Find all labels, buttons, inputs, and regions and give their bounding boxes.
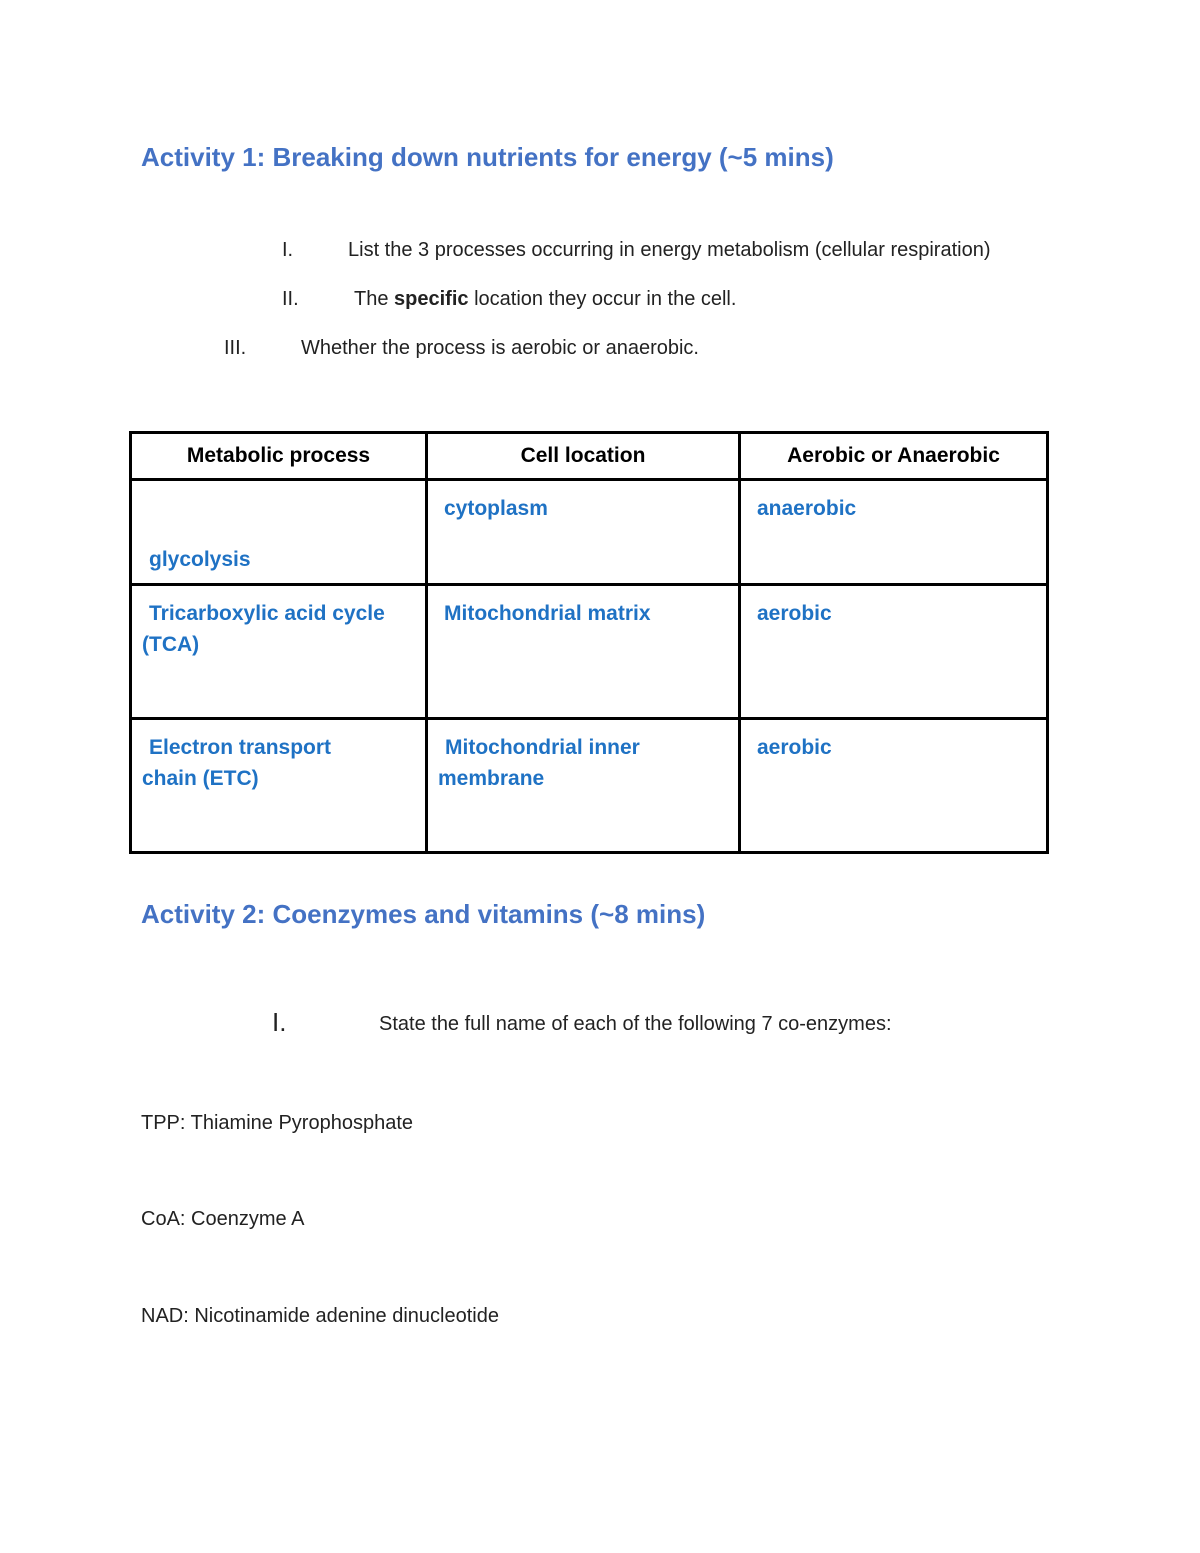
cell-text: glycolysis [149, 548, 251, 571]
table-cell: anaerobic [740, 480, 1048, 585]
list-text-before: The [354, 288, 395, 310]
list-number: III. [224, 337, 247, 359]
coenzyme-answer: CoA: Coenzyme A [141, 1208, 305, 1230]
table-cell: cytoplasm [427, 480, 740, 585]
table-cell: Mitochondrial matrix [427, 585, 740, 719]
list-number: II. [282, 288, 299, 310]
coenzyme-answer: TPP: Thiamine Pyrophosphate [141, 1112, 414, 1134]
header-metabolic-process: Metabolic process [131, 433, 427, 480]
header-cell-location: Cell location [427, 433, 740, 480]
list-text-after: location they occur in the cell. [468, 288, 737, 310]
table-cell [131, 585, 427, 719]
table-header-row [131, 433, 1048, 480]
cell-text: Tricarboxylic acid cycle (TCA) [142, 602, 385, 656]
activity-2-title: Activity 2: Coenzymes and vitamins (~8 mins) [141, 899, 706, 929]
list-text: Whether the process is aerobic or anaerobic. [301, 337, 699, 359]
table-cell [427, 719, 740, 853]
header-aerobic-anaerobic: Aerobic or Anaerobic [740, 433, 1048, 480]
cell-text: Mitochondrial inner membrane [438, 736, 640, 790]
table-row [131, 480, 1048, 585]
list-number: I. [282, 239, 294, 261]
table-row [131, 585, 1048, 719]
list-text: List the 3 processes occurring in energy metabolism (cellular respiration) [348, 239, 991, 261]
metabolism-table [129, 431, 1049, 854]
cell-text: Electron transport chain (ETC) [142, 736, 332, 790]
list-number: I. [272, 1007, 287, 1037]
list-text-bold: specific [394, 288, 469, 310]
table-cell: aerobic [740, 719, 1048, 853]
table-row [131, 719, 1048, 853]
table-cell [131, 480, 427, 585]
coenzyme-answer: NAD: Nicotinamide adenine dinucleotide [141, 1305, 499, 1327]
list-text: State the full name of each of the following 7 co-enzymes: [379, 1013, 892, 1035]
table-cell [131, 719, 427, 853]
activity-1-title: Activity 1: Breaking down nutrients for energy (~5 mins) [141, 142, 834, 172]
table-cell: aerobic [740, 585, 1048, 719]
list-text [354, 288, 736, 311]
